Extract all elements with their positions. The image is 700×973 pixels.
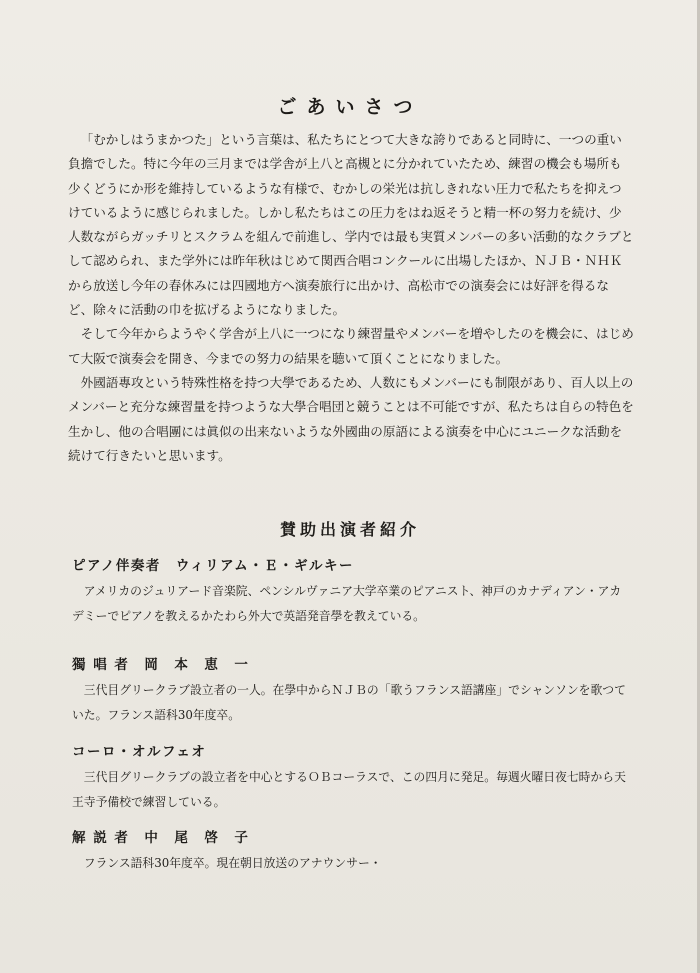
- performer-name: 獨 唱 者 岡 本 恵 一: [72, 657, 250, 673]
- greeting-paragraph: 外國語專攻という特殊性格を持つ大學であるため、人数にもメンバーにも制限があり、百人以上のメンバーと充分な練習量を持つような大學合唱団と競うことは不可能ですが、私たちは自らの特色を生かし、他の合唱團には眞似の出来ないような外國曲の原語による演奏を中心にユニークな活動を続けて行きたいと思います。: [68, 374, 634, 463]
- performer-entry: [72, 653, 632, 727]
- section-heading: 賛助出演者紹介: [279, 520, 420, 539]
- performer-name: ピアノ伴奏者 ウィリアム・Ｅ・ギルキー: [72, 558, 355, 574]
- performer-description: 三代目グリークラブの設立者を中心とするＯＢコーラスで、この四月に発足。毎週火曜日夜七時から天王寺予備校で練習している。: [72, 770, 626, 809]
- greeting-paragraph: そして今年からようやく学舎が上八に一つになり練習量やメンバーを増やしたのを機会に、はじめて大阪で演奏会を開き、今までの努力の結果を聴いて頂くことになりました。: [68, 326, 634, 366]
- performer-entry: [72, 826, 632, 876]
- performer-description: フランス語科30年度卒。現在朝日放送のアナウンサー・: [83, 856, 382, 870]
- performer-name: 解 説 者 中 尾 啓 子: [72, 830, 250, 846]
- performer-entry: [72, 740, 632, 815]
- performer-name: コーロ・オルフェオ: [72, 744, 207, 760]
- greeting-paragraph: 「むかしはうまかつた」という言葉は、私たちにとつて大きな誇りであると同時に、一つの重い負擔でした。特に今年の三月までは学舎が上八と高槻とに分かれていたため、練習の機会も場所も少くどうにか形を維持しているような有様で、むかしの栄光は抗しきれない圧力で私たちを抑えつけているように感じられました。しかし私たちはこの圧力をはね返そうと精一杯の努力を続け、少人数ながらガッチリとスクラムを組んで前進し、学内では最も実質メンバーの多い活動的なクラブとして認められ、また学外には昨年秋はじめて関西合唱コンクールに出場したほか、ＮＪＢ・ＮＨＫから放送し今年の春休みには四國地方へ演奏旅行に出かけ、高松市での演奏会には好評を得るなど、除々に活動の巾を拡げるようになりました。: [68, 132, 634, 318]
- performer-entry: [72, 554, 632, 628]
- performer-description: 三代目グリークラブ設立者の一人。在學中からＮＪＢの「歌うフランス語講座」でシャンソンを歌つていた。フランス語科30年度卒。: [72, 683, 626, 722]
- performer-description: アメリカのジュリアード音楽院、ペンシルヴァニア大学卒業のピアニスト、神戸のカナディアン・アカデミーでピアノを教えるかたわら外大で英語発音學を教えている。: [72, 584, 622, 623]
- greeting-text: [68, 128, 634, 468]
- page-title: ごあいさつ: [277, 96, 423, 118]
